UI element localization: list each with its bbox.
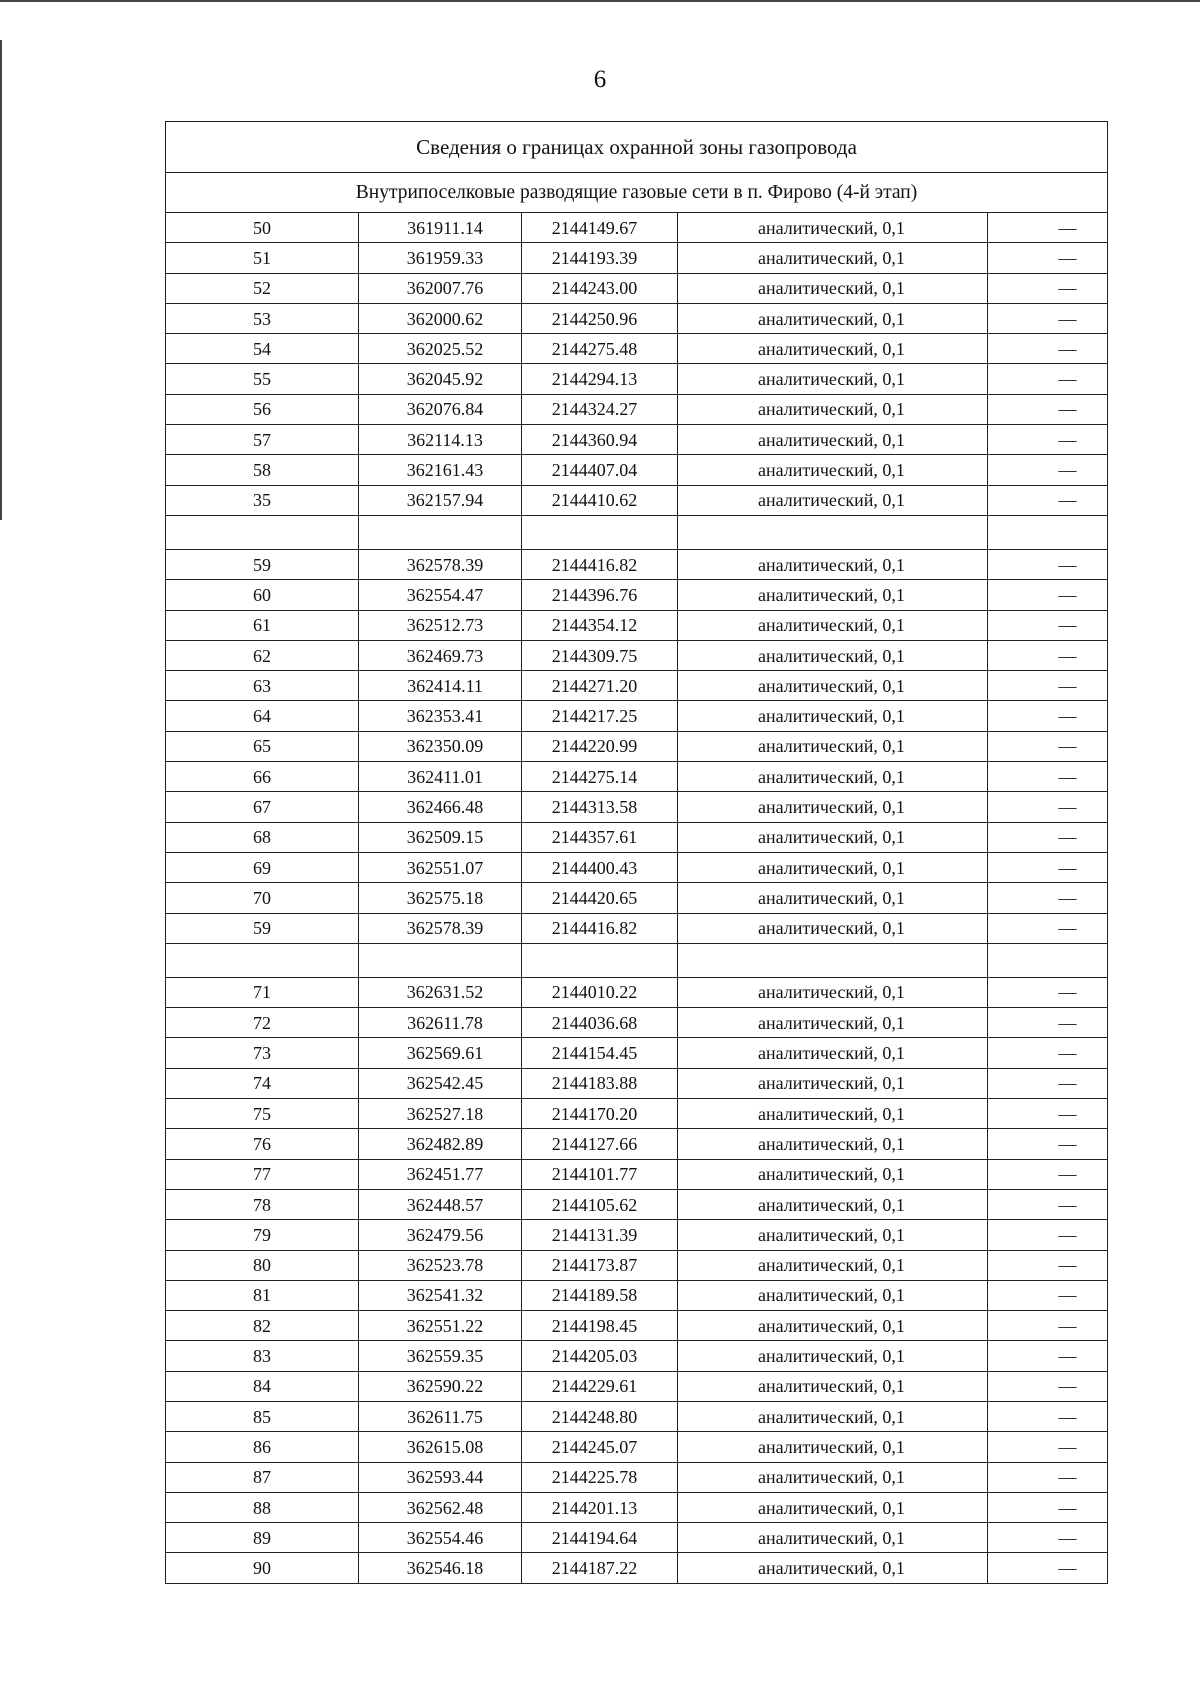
method-accuracy: аналитический, 0,1 [678, 580, 988, 610]
table-row [166, 364, 1108, 394]
coordinate-x: 362541.32 [359, 1280, 522, 1310]
table-row [166, 610, 1108, 640]
coordinate-x: 362578.39 [359, 913, 522, 943]
method-accuracy: аналитический, 0,1 [678, 762, 988, 792]
method-accuracy: аналитический, 0,1 [678, 1068, 988, 1098]
point-number: 52 [166, 273, 359, 303]
dash-cell: — [988, 731, 1108, 761]
method-accuracy: аналитический, 0,1 [678, 1159, 988, 1189]
table-row [166, 1099, 1108, 1129]
dash-cell: — [988, 1401, 1108, 1431]
point-number: 89 [166, 1523, 359, 1553]
table-row [166, 640, 1108, 670]
dash-cell: — [988, 243, 1108, 273]
coordinate-x: 362611.75 [359, 1401, 522, 1431]
coordinate-x: 361911.14 [359, 213, 522, 243]
method-accuracy: аналитический, 0,1 [678, 303, 988, 333]
dash-cell: — [988, 883, 1108, 913]
coordinate-x: 362025.52 [359, 334, 522, 364]
coordinate-x: 362551.22 [359, 1311, 522, 1341]
point-number: 68 [166, 822, 359, 852]
coordinate-x: 362546.18 [359, 1553, 522, 1583]
method-accuracy: аналитический, 0,1 [678, 425, 988, 455]
table-title-row [166, 122, 1108, 173]
table-subtitle: Внутрипоселковые разводящие газовые сети в п. Фирово (4-й этап) [166, 173, 1108, 213]
empty-cell [522, 515, 678, 549]
method-accuracy: аналитический, 0,1 [678, 273, 988, 303]
coordinate-y: 2144245.07 [522, 1432, 678, 1462]
method-accuracy: аналитический, 0,1 [678, 1038, 988, 1068]
table-row [166, 1250, 1108, 1280]
table-row [166, 394, 1108, 424]
dash-cell: — [988, 1311, 1108, 1341]
table-row [166, 213, 1108, 243]
coordinate-x: 362559.35 [359, 1341, 522, 1371]
table-row [166, 1129, 1108, 1159]
table-row [166, 273, 1108, 303]
point-number: 73 [166, 1038, 359, 1068]
coordinate-x: 362157.94 [359, 485, 522, 515]
coordinate-x: 362611.78 [359, 1008, 522, 1038]
coordinate-x: 362578.39 [359, 549, 522, 579]
table-row [166, 1008, 1108, 1038]
dash-cell: — [988, 273, 1108, 303]
point-number: 57 [166, 425, 359, 455]
table-row [166, 1220, 1108, 1250]
dash-cell: — [988, 334, 1108, 364]
table-row [166, 913, 1108, 943]
coordinate-y: 2144324.27 [522, 394, 678, 424]
table-row [166, 1462, 1108, 1492]
dash-cell: — [988, 1189, 1108, 1219]
coordinate-y: 2144173.87 [522, 1250, 678, 1280]
coordinate-x: 362414.11 [359, 671, 522, 701]
point-number: 83 [166, 1341, 359, 1371]
point-number: 85 [166, 1401, 359, 1431]
method-accuracy: аналитический, 0,1 [678, 1220, 988, 1250]
method-accuracy: аналитический, 0,1 [678, 792, 988, 822]
method-accuracy: аналитический, 0,1 [678, 852, 988, 882]
table-body [166, 122, 1108, 1584]
dash-cell: — [988, 364, 1108, 394]
coordinate-x: 362551.07 [359, 852, 522, 882]
method-accuracy: аналитический, 0,1 [678, 1401, 988, 1431]
table-row [166, 731, 1108, 761]
separator-row [166, 515, 1108, 549]
table-row [166, 455, 1108, 485]
table-row [166, 1159, 1108, 1189]
coordinate-y: 2144105.62 [522, 1189, 678, 1219]
point-number: 90 [166, 1553, 359, 1583]
dash-cell: — [988, 792, 1108, 822]
coordinate-x: 362479.56 [359, 1220, 522, 1250]
table-row [166, 1189, 1108, 1219]
point-number: 56 [166, 394, 359, 424]
coordinate-x: 362509.15 [359, 822, 522, 852]
dash-cell: — [988, 701, 1108, 731]
table-row [166, 1280, 1108, 1310]
scan-edge-mark [0, 0, 1200, 2]
coordinate-y: 2144416.82 [522, 913, 678, 943]
method-accuracy: аналитический, 0,1 [678, 1250, 988, 1280]
dash-cell: — [988, 977, 1108, 1007]
table-subtitle-row [166, 173, 1108, 213]
coordinate-x: 362593.44 [359, 1462, 522, 1492]
coordinate-y: 2144131.39 [522, 1220, 678, 1250]
table-row [166, 701, 1108, 731]
coordinate-y: 2144357.61 [522, 822, 678, 852]
method-accuracy: аналитический, 0,1 [678, 701, 988, 731]
coordinate-x: 362353.41 [359, 701, 522, 731]
empty-cell [166, 515, 359, 549]
coordinate-y: 2144309.75 [522, 640, 678, 670]
table-row [166, 1553, 1108, 1583]
table-row [166, 822, 1108, 852]
point-number: 82 [166, 1311, 359, 1341]
point-number: 86 [166, 1432, 359, 1462]
method-accuracy: аналитический, 0,1 [678, 1553, 988, 1583]
table-row [166, 852, 1108, 882]
point-number: 70 [166, 883, 359, 913]
method-accuracy: аналитический, 0,1 [678, 1129, 988, 1159]
dash-cell: — [988, 1371, 1108, 1401]
coordinate-y: 2144189.58 [522, 1280, 678, 1310]
coordinate-y: 2144194.64 [522, 1523, 678, 1553]
scan-edge-mark [0, 40, 2, 520]
point-number: 55 [166, 364, 359, 394]
dash-cell: — [988, 610, 1108, 640]
point-number: 66 [166, 762, 359, 792]
point-number: 35 [166, 485, 359, 515]
dash-cell: — [988, 852, 1108, 882]
coordinate-x: 361959.33 [359, 243, 522, 273]
coordinate-x: 362466.48 [359, 792, 522, 822]
point-number: 88 [166, 1492, 359, 1522]
dash-cell: — [988, 303, 1108, 333]
dash-cell: — [988, 1038, 1108, 1068]
table-row [166, 671, 1108, 701]
table-row [166, 977, 1108, 1007]
dash-cell: — [988, 549, 1108, 579]
coordinate-y: 2144217.25 [522, 701, 678, 731]
table-row [166, 1492, 1108, 1522]
dash-cell: — [988, 1250, 1108, 1280]
coordinate-x: 362451.77 [359, 1159, 522, 1189]
point-number: 61 [166, 610, 359, 640]
coordinate-x: 362350.09 [359, 731, 522, 761]
coordinate-y: 2144275.48 [522, 334, 678, 364]
empty-cell [678, 943, 988, 977]
table-row [166, 1341, 1108, 1371]
coordinate-y: 2144205.03 [522, 1341, 678, 1371]
coordinate-y: 2144220.99 [522, 731, 678, 761]
point-number: 63 [166, 671, 359, 701]
table-row [166, 243, 1108, 273]
method-accuracy: аналитический, 0,1 [678, 1008, 988, 1038]
table-row [166, 762, 1108, 792]
table-row [166, 303, 1108, 333]
dash-cell: — [988, 213, 1108, 243]
coordinate-y: 2144271.20 [522, 671, 678, 701]
method-accuracy: аналитический, 0,1 [678, 822, 988, 852]
method-accuracy: аналитический, 0,1 [678, 1371, 988, 1401]
coordinate-y: 2144149.67 [522, 213, 678, 243]
table-row [166, 1038, 1108, 1068]
point-number: 54 [166, 334, 359, 364]
method-accuracy: аналитический, 0,1 [678, 1311, 988, 1341]
method-accuracy: аналитический, 0,1 [678, 1523, 988, 1553]
point-number: 78 [166, 1189, 359, 1219]
method-accuracy: аналитический, 0,1 [678, 671, 988, 701]
coordinate-y: 2144400.43 [522, 852, 678, 882]
coordinate-x: 362554.46 [359, 1523, 522, 1553]
method-accuracy: аналитический, 0,1 [678, 1492, 988, 1522]
point-number: 53 [166, 303, 359, 333]
empty-cell [988, 515, 1108, 549]
dash-cell: — [988, 485, 1108, 515]
method-accuracy: аналитический, 0,1 [678, 455, 988, 485]
coordinate-y: 2144250.96 [522, 303, 678, 333]
point-number: 76 [166, 1129, 359, 1159]
method-accuracy: аналитический, 0,1 [678, 883, 988, 913]
point-number: 75 [166, 1099, 359, 1129]
table-row [166, 1432, 1108, 1462]
dash-cell: — [988, 394, 1108, 424]
point-number: 69 [166, 852, 359, 882]
method-accuracy: аналитический, 0,1 [678, 364, 988, 394]
method-accuracy: аналитический, 0,1 [678, 1189, 988, 1219]
empty-cell [359, 943, 522, 977]
method-accuracy: аналитический, 0,1 [678, 549, 988, 579]
dash-cell: — [988, 1280, 1108, 1310]
point-number: 59 [166, 913, 359, 943]
dash-cell: — [988, 1462, 1108, 1492]
dash-cell: — [988, 1492, 1108, 1522]
table-row [166, 485, 1108, 515]
boundary-coordinates-table [165, 121, 1108, 1584]
point-number: 65 [166, 731, 359, 761]
table-row [166, 883, 1108, 913]
point-number: 74 [166, 1068, 359, 1098]
coordinate-x: 362569.61 [359, 1038, 522, 1068]
coordinate-y: 2144183.88 [522, 1068, 678, 1098]
coordinate-x: 362007.76 [359, 273, 522, 303]
method-accuracy: аналитический, 0,1 [678, 610, 988, 640]
dash-cell: — [988, 425, 1108, 455]
dash-cell: — [988, 1008, 1108, 1038]
coordinate-y: 2144243.00 [522, 273, 678, 303]
method-accuracy: аналитический, 0,1 [678, 213, 988, 243]
method-accuracy: аналитический, 0,1 [678, 243, 988, 273]
dash-cell: — [988, 580, 1108, 610]
point-number: 84 [166, 1371, 359, 1401]
point-number: 50 [166, 213, 359, 243]
table-row [166, 1371, 1108, 1401]
point-number: 80 [166, 1250, 359, 1280]
coordinate-y: 2144170.20 [522, 1099, 678, 1129]
coordinate-x: 362542.45 [359, 1068, 522, 1098]
table-row [166, 549, 1108, 579]
table-title: Сведения о границах охранной зоны газопровода [166, 122, 1108, 173]
coordinate-y: 2144229.61 [522, 1371, 678, 1401]
coordinate-x: 362523.78 [359, 1250, 522, 1280]
empty-cell [359, 515, 522, 549]
coordinate-y: 2144201.13 [522, 1492, 678, 1522]
point-number: 59 [166, 549, 359, 579]
empty-cell [678, 515, 988, 549]
coordinate-y: 2144410.62 [522, 485, 678, 515]
coordinate-y: 2144101.77 [522, 1159, 678, 1189]
method-accuracy: аналитический, 0,1 [678, 1432, 988, 1462]
method-accuracy: аналитический, 0,1 [678, 1341, 988, 1371]
point-number: 64 [166, 701, 359, 731]
coordinate-x: 362512.73 [359, 610, 522, 640]
coordinate-x: 362631.52 [359, 977, 522, 1007]
point-number: 87 [166, 1462, 359, 1492]
point-number: 71 [166, 977, 359, 1007]
coordinate-y: 2144225.78 [522, 1462, 678, 1492]
method-accuracy: аналитический, 0,1 [678, 731, 988, 761]
table-row [166, 425, 1108, 455]
dash-cell: — [988, 1341, 1108, 1371]
dash-cell: — [988, 1159, 1108, 1189]
coordinate-y: 2144198.45 [522, 1311, 678, 1341]
method-accuracy: аналитический, 0,1 [678, 977, 988, 1007]
coordinate-x: 362469.73 [359, 640, 522, 670]
coordinate-x: 362161.43 [359, 455, 522, 485]
coordinate-x: 362575.18 [359, 883, 522, 913]
point-number: 79 [166, 1220, 359, 1250]
coordinate-x: 362527.18 [359, 1099, 522, 1129]
point-number: 62 [166, 640, 359, 670]
coordinate-x: 362076.84 [359, 394, 522, 424]
point-number: 72 [166, 1008, 359, 1038]
empty-cell [166, 943, 359, 977]
coordinate-y: 2144407.04 [522, 455, 678, 485]
coordinate-x: 362045.92 [359, 364, 522, 394]
coordinate-x: 362615.08 [359, 1432, 522, 1462]
empty-cell [988, 943, 1108, 977]
table-row [166, 1068, 1108, 1098]
page-number: 6 [593, 66, 607, 93]
method-accuracy: аналитический, 0,1 [678, 1280, 988, 1310]
coordinate-y: 2144275.14 [522, 762, 678, 792]
point-number: 77 [166, 1159, 359, 1189]
dash-cell: — [988, 762, 1108, 792]
coordinate-y: 2144396.76 [522, 580, 678, 610]
point-number: 81 [166, 1280, 359, 1310]
point-number: 60 [166, 580, 359, 610]
dash-cell: — [988, 822, 1108, 852]
table-row [166, 1311, 1108, 1341]
coordinate-y: 2144360.94 [522, 425, 678, 455]
empty-cell [522, 943, 678, 977]
coordinate-y: 2144294.13 [522, 364, 678, 394]
coordinate-x: 362411.01 [359, 762, 522, 792]
coordinate-x: 362448.57 [359, 1189, 522, 1219]
coordinate-y: 2144420.65 [522, 883, 678, 913]
table-row [166, 1401, 1108, 1431]
method-accuracy: аналитический, 0,1 [678, 485, 988, 515]
coordinate-y: 2144354.12 [522, 610, 678, 640]
dash-cell: — [988, 640, 1108, 670]
coordinate-y: 2144187.22 [522, 1553, 678, 1583]
method-accuracy: аналитический, 0,1 [678, 394, 988, 424]
method-accuracy: аналитический, 0,1 [678, 640, 988, 670]
method-accuracy: аналитический, 0,1 [678, 1099, 988, 1129]
coordinate-y: 2144010.22 [522, 977, 678, 1007]
dash-cell: — [988, 913, 1108, 943]
coordinate-x: 362000.62 [359, 303, 522, 333]
separator-row [166, 943, 1108, 977]
coordinate-x: 362482.89 [359, 1129, 522, 1159]
coordinate-y: 2144127.66 [522, 1129, 678, 1159]
table-row [166, 792, 1108, 822]
point-number: 58 [166, 455, 359, 485]
coordinate-y: 2144193.39 [522, 243, 678, 273]
point-number: 51 [166, 243, 359, 273]
point-number: 67 [166, 792, 359, 822]
coordinate-x: 362562.48 [359, 1492, 522, 1522]
method-accuracy: аналитический, 0,1 [678, 1462, 988, 1492]
coordinate-x: 362554.47 [359, 580, 522, 610]
dash-cell: — [988, 1068, 1108, 1098]
coordinate-x: 362590.22 [359, 1371, 522, 1401]
coordinate-y: 2144248.80 [522, 1401, 678, 1431]
method-accuracy: аналитический, 0,1 [678, 334, 988, 364]
coordinate-y: 2144416.82 [522, 549, 678, 579]
dash-cell: — [988, 671, 1108, 701]
dash-cell: — [988, 1523, 1108, 1553]
method-accuracy: аналитический, 0,1 [678, 913, 988, 943]
coordinate-y: 2144154.45 [522, 1038, 678, 1068]
dash-cell: — [988, 1553, 1108, 1583]
coordinate-y: 2144036.68 [522, 1008, 678, 1038]
coordinate-x: 362114.13 [359, 425, 522, 455]
table-row [166, 334, 1108, 364]
dash-cell: — [988, 1432, 1108, 1462]
table-row [166, 1523, 1108, 1553]
table-row [166, 580, 1108, 610]
dash-cell: — [988, 1220, 1108, 1250]
coordinate-y: 2144313.58 [522, 792, 678, 822]
dash-cell: — [988, 455, 1108, 485]
dash-cell: — [988, 1129, 1108, 1159]
dash-cell: — [988, 1099, 1108, 1129]
